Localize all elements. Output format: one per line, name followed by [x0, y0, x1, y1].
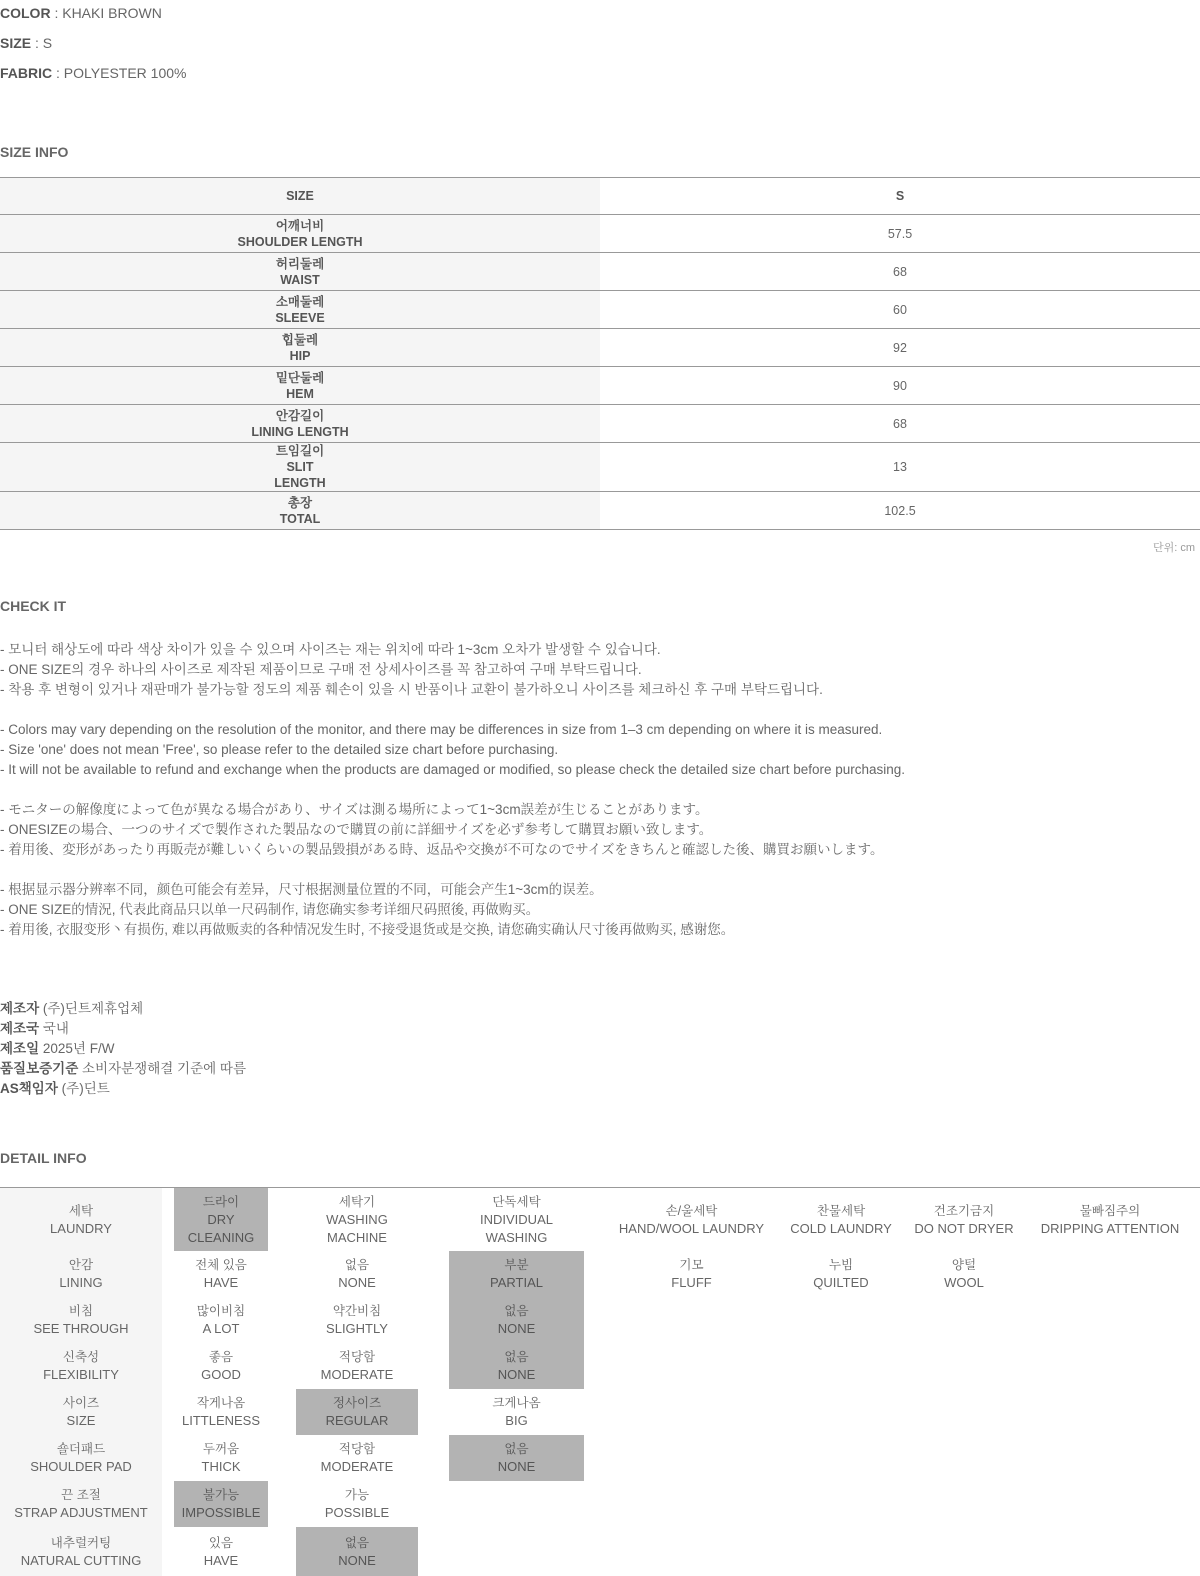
- detail-option-selected: [296, 1389, 418, 1435]
- detail-header-kr: 끈 조절: [61, 1488, 101, 1502]
- detail-header-kr: 비침: [68, 1304, 94, 1318]
- detail-header-kr: 신축성: [62, 1350, 100, 1364]
- size-row-label: [0, 329, 600, 367]
- size-row-label-en: WAIST: [280, 272, 320, 287]
- detail-option-selected: [174, 1188, 268, 1251]
- note-line: - ONE SIZE的情況, 代表此商品只以单一尺码制作, 请您确实参考详细尺码照後, 再做购买。: [0, 902, 540, 917]
- detail-option: [908, 1251, 1020, 1297]
- size-row-label-kr: 안감길이: [275, 408, 325, 423]
- note-line: - 根据显示器分辨率不同，颜色可能会有差异，尺寸根据测量位置的不同，可能会产生1~3cm的误差。: [0, 882, 603, 897]
- color-label: COLOR: [0, 5, 51, 21]
- detail-option-en2: CLEANING: [187, 1229, 255, 1245]
- unit-note: 단위: cm: [1152, 542, 1195, 554]
- size-row-label: [0, 215, 600, 253]
- maker-value: 소비자분쟁해결 기준에 따름: [82, 1061, 247, 1076]
- detail-option-kr: 세탁기: [338, 1194, 376, 1209]
- detail-option-en: WASHING MACHINE: [326, 1211, 388, 1245]
- size-row-label-en2: LENGTH: [274, 476, 326, 490]
- detail-option-en: COLD LAUNDRY: [790, 1220, 892, 1236]
- size-row-label-kr: 밑단둘레: [275, 370, 325, 385]
- maker-line: [0, 1059, 246, 1079]
- detail-option-kr: 없음: [504, 1442, 529, 1456]
- note-line: - 着用後、変形があったり再販売が難しいくらいの製品毀損がある時、返品や交換が不可なのでサイズをきちんと確認した後、購買お願いします。: [0, 842, 884, 857]
- size-row-label-en: LINING LENGTH: [251, 424, 349, 439]
- table-row: [0, 291, 1200, 329]
- table-row: [0, 215, 1200, 253]
- size-row-label: [0, 492, 600, 530]
- detail-option-selected: [296, 1527, 418, 1576]
- size-row-label-en: HIP: [289, 348, 311, 363]
- maker-label: 품질보증기준: [0, 1061, 79, 1076]
- detail-option-en: HAVE: [203, 1275, 239, 1290]
- detail-row-header: [0, 1251, 162, 1297]
- size-row-label-kr: 총장: [287, 495, 313, 510]
- detail-option-selected: [449, 1297, 584, 1343]
- table-row: [0, 367, 1200, 405]
- detail-option: [174, 1527, 268, 1576]
- note-line: - 착용 후 변형이 있거나 재판매가 불가능할 정도의 제품 훼손이 있을 시 반품이나 교환이 불가하오니 사이즈를 체크하신 후 구매 부탁드립니다.: [0, 682, 823, 697]
- size-header-value: S: [600, 178, 1200, 215]
- detail-option-en: NONE: [497, 1321, 536, 1336]
- size-table: [0, 177, 1200, 530]
- detail-option-en: MODERATE: [320, 1367, 394, 1382]
- detail-option-kr: 부분: [504, 1258, 529, 1272]
- detail-header-en: LINING: [59, 1275, 103, 1290]
- fabric-value: POLYESTER 100%: [63, 65, 187, 81]
- maker-line: [0, 1039, 246, 1059]
- size-header-label: SIZE: [0, 178, 600, 215]
- detail-option: [449, 1188, 584, 1251]
- note-line: - ONE SIZE의 경우 하나의 사이즈로 제작된 제품이므로 구매 전 상세사이즈를 꼭 참고하여 구매 부탁드립니다.: [0, 662, 642, 677]
- detail-row-header: [0, 1527, 162, 1576]
- detail-option-kr: 적당함: [338, 1442, 376, 1456]
- detail-header-kr: 세탁: [68, 1203, 94, 1218]
- detail-option-en: DO NOT DRYER: [914, 1220, 1014, 1236]
- table-row: [0, 329, 1200, 367]
- detail-header-en: LAUNDRY: [50, 1220, 112, 1236]
- detail-option-kr: 건조기금지: [933, 1203, 995, 1218]
- size-row-label: [0, 291, 600, 329]
- detail-option-en: BIG: [505, 1413, 528, 1428]
- detail-row-header: [0, 1435, 162, 1481]
- detail-option-en: FLUFF: [671, 1275, 712, 1290]
- detail-header-en: SIZE: [66, 1413, 96, 1428]
- detail-option-kr: 두꺼움: [202, 1442, 240, 1456]
- detail-option: [1030, 1188, 1190, 1251]
- detail-option: [614, 1251, 769, 1297]
- detail-option-kr: 적당함: [338, 1350, 376, 1364]
- maker-line: [0, 1079, 246, 1099]
- detail-header-en: NATURAL CUTTING: [20, 1552, 142, 1568]
- detail-option: [174, 1251, 268, 1297]
- detail-option-selected: [449, 1343, 584, 1389]
- color-spec: COLOR : KHAKI BROWN: [0, 5, 162, 21]
- maker-label: AS책임자: [0, 1081, 58, 1096]
- size-row-label-kr: 어깨너비: [275, 218, 325, 233]
- maker-line: [0, 999, 246, 1019]
- detail-option-en: GOOD: [201, 1367, 241, 1382]
- maker-label: 제조일: [0, 1041, 40, 1056]
- detail-option: [449, 1389, 584, 1435]
- detail-option-kr: 정사이즈: [332, 1396, 382, 1410]
- detail-option: [174, 1435, 268, 1481]
- size-row-label-kr: 힙둘레: [281, 332, 319, 347]
- detail-option-en: QUILTED: [813, 1275, 869, 1290]
- detail-option-kr: 많이비침: [196, 1304, 246, 1318]
- detail-option-en: SLIGHTLY: [326, 1321, 388, 1336]
- detail-row-header: [0, 1297, 162, 1343]
- detail-option-kr: 양털: [951, 1258, 977, 1272]
- note-line: - Size 'one' does not mean 'Free', so please refer to the detailed size chart before purchasing.: [0, 742, 559, 757]
- detail-option: [174, 1343, 268, 1389]
- detail-header-en: SHOULDER PAD: [30, 1459, 132, 1474]
- detail-option-en: POSSIBLE: [324, 1505, 390, 1520]
- detail-option-kr: 물빠짐주의: [1079, 1203, 1141, 1218]
- detail-option: [296, 1297, 418, 1343]
- table-row: [0, 443, 1200, 492]
- maker-line: [0, 1019, 246, 1039]
- maker-value: (주)딘트제휴업체: [42, 1001, 144, 1016]
- detail-header-en: FLEXIBILITY: [43, 1367, 119, 1382]
- detail-option-kr: 작게나옴: [196, 1396, 246, 1410]
- detail-row-header: [0, 1481, 162, 1527]
- detail-row-header: [0, 1188, 162, 1251]
- size-row-value: 68: [600, 253, 1200, 291]
- detail-option-en: A LOT: [202, 1321, 240, 1336]
- detail-header-en: STRAP ADJUSTMENT: [14, 1505, 148, 1520]
- detail-info-title: DETAIL INFO: [0, 1150, 87, 1166]
- detail-option-kr: 크게나옴: [492, 1396, 541, 1410]
- detail-option: [174, 1389, 268, 1435]
- detail-option-en: THICK: [201, 1459, 241, 1474]
- note-line: - Colors may vary depending on the resolution of the monitor, and there may be differences in size from 1–3 cm depending on where it is measured.: [0, 722, 883, 737]
- detail-option-en: LITTLENESS: [181, 1413, 261, 1428]
- detail-option-kr: 있음: [208, 1535, 234, 1550]
- table-row: [0, 492, 1200, 530]
- table-row: [0, 405, 1200, 443]
- size-row-label-en: SLEEVE: [275, 310, 325, 325]
- check-it-notes: [0, 640, 905, 940]
- note-line: - 모니터 해상도에 따라 색상 차이가 있을 수 있으며 사이즈는 재는 위치에 따라 1~3cm 오차가 발생할 수 있습니다.: [0, 642, 661, 657]
- detail-header-kr: 숄더패드: [56, 1442, 106, 1456]
- size-info-title: SIZE INFO: [0, 144, 69, 160]
- detail-option-kr: 없음: [344, 1535, 370, 1550]
- detail-option-en: DRIPPING ATTENTION: [1040, 1220, 1180, 1236]
- size-row-label: [0, 443, 600, 492]
- detail-option-en: HAND/WOOL LAUNDRY: [618, 1220, 765, 1236]
- color-value: KHAKI BROWN: [62, 5, 162, 21]
- note-line: - モニターの解像度によって色が異なる場合があり、サイズは測る場所によって1~3cm誤差が生じることがあります。: [0, 802, 709, 817]
- detail-option-kr: 기모: [679, 1258, 704, 1272]
- detail-option-en: HAVE: [203, 1552, 239, 1568]
- detail-option-kr: 찬물세탁: [816, 1203, 866, 1218]
- note-line: - 着用後, 衣服变形丶有损伤, 难以再做贩卖的各种情况发生时, 不接受退货或是交换, 请您确实确认尺寸後再做购买, 感谢您。: [0, 922, 735, 937]
- maker-label: 제조자: [0, 1001, 40, 1016]
- detail-option: [296, 1188, 418, 1251]
- detail-option: [296, 1343, 418, 1389]
- detail-header-en: SEE THROUGH: [33, 1321, 129, 1336]
- detail-option-en: IMPOSSIBLE: [181, 1505, 261, 1520]
- fabric-spec: FABRIC : POLYESTER 100%: [0, 65, 187, 81]
- detail-option-kr: 없음: [504, 1350, 529, 1364]
- size-label: SIZE: [0, 35, 32, 51]
- detail-option: [296, 1481, 418, 1527]
- detail-option-kr: 가능: [344, 1488, 370, 1502]
- size-value: S: [42, 35, 53, 51]
- maker-info: [0, 999, 246, 1099]
- note-line: - It will not be available to refund and exchange when the products are damaged or modified, so please check the detailed size chart before purchasing.: [0, 762, 906, 777]
- maker-value: (주)딘트: [61, 1081, 110, 1096]
- detail-option-en: REGULAR: [325, 1413, 389, 1428]
- check-it-title: CHECK IT: [0, 598, 67, 614]
- size-row-label: [0, 367, 600, 405]
- maker-value: 국내: [42, 1021, 69, 1036]
- note-line: - ONESIZEの場合、一つのサイズで製作された製品なので購買の前に詳細サイズを必ず参考して購買お願い致します。: [0, 822, 713, 837]
- size-row-label: [0, 405, 600, 443]
- detail-option-kr: 단독세탁: [492, 1194, 541, 1209]
- detail-option-en: NONE: [497, 1459, 536, 1474]
- detail-info-table: [0, 1187, 1200, 1576]
- size-spec: SIZE : S: [0, 35, 53, 51]
- detail-option-kr: 손/울세탁: [665, 1203, 718, 1218]
- detail-option-en: INDIVIDUAL WASHING: [480, 1211, 553, 1245]
- detail-option-kr: 약간비침: [332, 1304, 382, 1318]
- size-row-label-en: TOTAL: [279, 511, 321, 526]
- detail-option-en: MODERATE: [320, 1459, 394, 1474]
- detail-option-kr: 전체 있음: [195, 1258, 247, 1272]
- detail-option: [786, 1251, 896, 1297]
- size-row-value: 68: [600, 405, 1200, 443]
- size-row-label-en: HEM: [286, 386, 314, 401]
- detail-row-header: [0, 1389, 162, 1435]
- detail-option-en: NONE: [338, 1552, 376, 1568]
- detail-option-kr: 없음: [344, 1258, 370, 1272]
- maker-label: 제조국: [0, 1021, 40, 1036]
- size-row-label-en: SLIT: [286, 460, 314, 474]
- detail-option-en: WOOL: [944, 1275, 984, 1290]
- table-row: [0, 253, 1200, 291]
- size-row-label-en: SHOULDER LENGTH: [237, 234, 363, 249]
- size-row-value: 92: [600, 329, 1200, 367]
- detail-option: [174, 1297, 268, 1343]
- detail-option-kr: 좋음: [208, 1350, 234, 1364]
- size-row-value: 57.5: [600, 215, 1200, 253]
- detail-option: [614, 1188, 769, 1251]
- detail-header-kr: 안감: [68, 1258, 94, 1272]
- size-table-header-row: [0, 178, 1200, 215]
- detail-option-en: DRY: [207, 1211, 235, 1227]
- detail-option-selected: [449, 1435, 584, 1481]
- detail-option: [296, 1435, 418, 1481]
- detail-option-selected: [174, 1481, 268, 1527]
- detail-header-kr: 내추럴커팅: [50, 1535, 112, 1550]
- detail-option-kr: 누빔: [828, 1258, 854, 1272]
- size-row-label-kr: 허리둘레: [275, 256, 325, 271]
- detail-header-kr: 사이즈: [62, 1396, 100, 1410]
- detail-option-selected: [449, 1251, 584, 1297]
- detail-option-kr: 없음: [504, 1304, 529, 1318]
- fabric-label: FABRIC: [0, 65, 53, 81]
- size-row-value: 60: [600, 291, 1200, 329]
- size-row-value: 102.5: [600, 492, 1200, 530]
- detail-row-header: [0, 1343, 162, 1389]
- size-row-value: 13: [600, 443, 1200, 492]
- maker-value: 2025년 F/W: [42, 1041, 115, 1056]
- size-row-label-kr: 소매둘레: [275, 294, 325, 309]
- size-row-label-kr: 트임길이: [275, 444, 325, 458]
- detail-option: [908, 1188, 1020, 1251]
- detail-option: [296, 1251, 418, 1297]
- detail-option-en: PARTIAL: [490, 1275, 543, 1290]
- detail-option-kr: 드라이: [202, 1194, 240, 1209]
- size-row-value: 90: [600, 367, 1200, 405]
- detail-option: [786, 1188, 896, 1251]
- detail-option-en: NONE: [338, 1275, 376, 1290]
- detail-option-kr: 불가능: [202, 1488, 240, 1502]
- size-row-label: [0, 253, 600, 291]
- detail-option-en: NONE: [497, 1367, 536, 1382]
